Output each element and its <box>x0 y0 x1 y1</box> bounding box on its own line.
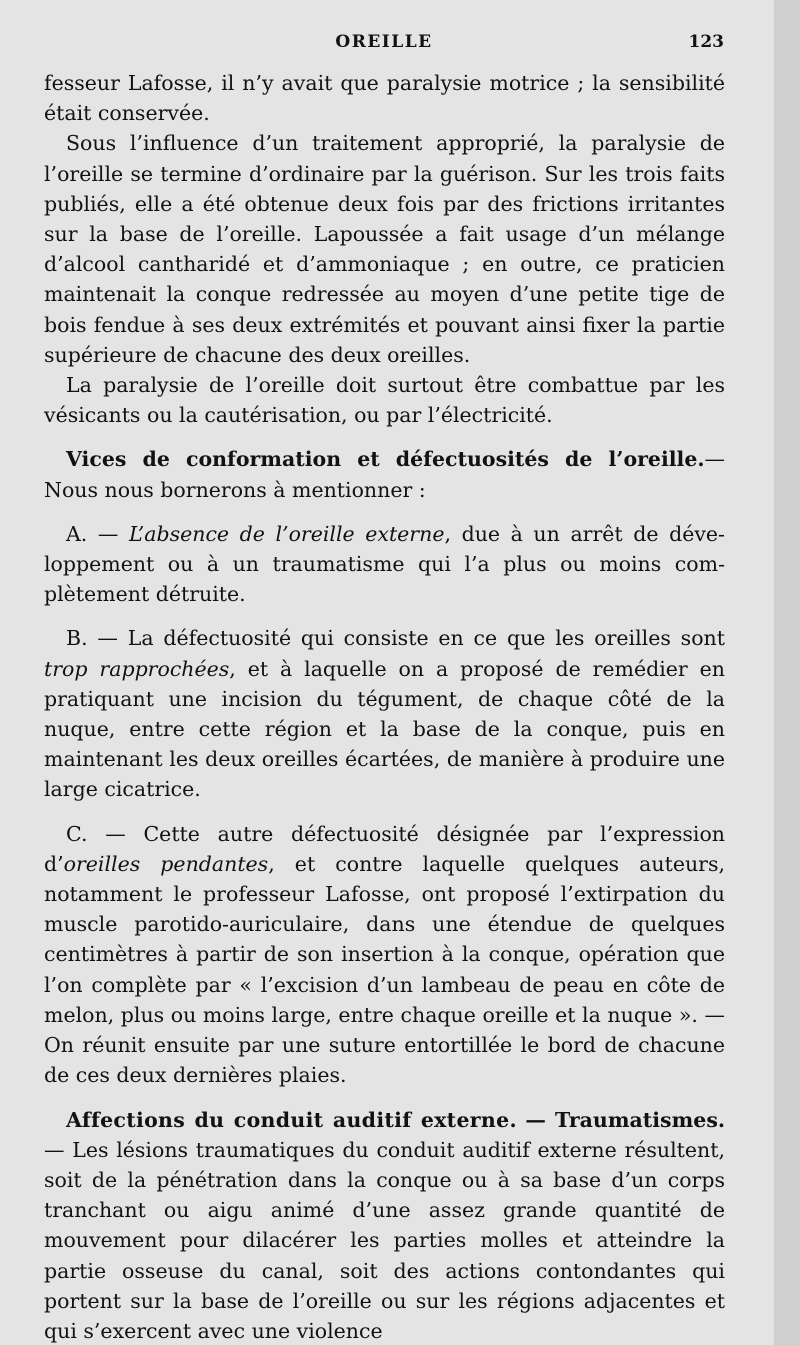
paragraph-treatment: Sous l’influence d’un traitement approprié, la paralysie de l’oreille se termine d’ordinaire par la guérison. Sur les trois faits publiés, elle a été obtenue deux fois par des frictions irritantes sur la base de l’oreille. Lapoussée a fait usage d’un mélange d’alcool cantharidé et d’ammoniaque ; en outre, ce praticien maintenait la conque redressée au moyen d’une petite tige de bois fendue à ses deux extrémités et pouvant ainsi fixer la partie supérieure de chacune des deux oreilles. <box>44 131 725 367</box>
item-c-italic: oreilles pendantes <box>63 851 269 876</box>
item-a-text: , due à un arrêt de développement ou à un traumatisme qui l’a plus ou moins complètement détruite. <box>44 521 725 607</box>
item-b-text-before: La défectuosité qui consiste en ce que les oreilles sont <box>127 626 725 651</box>
item-b <box>44 623 725 804</box>
section-text-ear-canal: — Les lésions traumatiques du conduit auditif externe résultent, soit de la pénétration dans la conque ou à sa base d’un corps tranchant ou aigu animé d’une assez grande quantité de mouvement pour dilacérer les parties molles et atteindre la partie osseuse du canal, soit des actions contondantes qui portent sur la base de l’oreille ou sur les régions adjacentes et qui s’exercent avec une violence <box>44 1137 725 1343</box>
item-a-label: A. — <box>66 521 119 546</box>
running-title: OREILLE <box>335 32 433 52</box>
item-c <box>44 819 725 1091</box>
section-ear-canal <box>44 1105 725 1345</box>
item-b-text-after: , et à laquelle on a proposé de remédier en pratiquant une incision du tégument, de chaque côté de la nuque, entre cette région et la base de la conque, puis en maintenant les deux oreilles écartées, de manière à produire une large cicatrice. <box>44 656 725 802</box>
section-subheading-traumatismes: — Traumatismes. <box>525 1107 725 1132</box>
section-heading-ear-canal: Affections du conduit auditif externe. <box>66 1107 517 1132</box>
page-header <box>44 32 724 58</box>
item-c-text-before: Cette autre défectuosité désignée par l’expression d’ <box>44 821 725 876</box>
body-text <box>44 68 725 1345</box>
paragraph-continuation: fesseur Lafosse, il n’y avait que paralysie motrice ; la sensibilité était conservée. <box>44 71 725 126</box>
item-b-label: B. — <box>66 626 118 651</box>
section-heading-malformations: Vices de conformation et défectuosités de l’oreille. <box>66 447 705 472</box>
paragraph-paralysis: La paralysie de l’oreille doit surtout être combattue par les vésicants ou la cautérisation, ou par l’électricité. <box>44 373 725 428</box>
item-c-text-after: , et contre laquelle quelques auteurs, notamment le professeur Lafosse, ont proposé l’extirpation du muscle parotido-auriculaire, dans une étendue de quelques centimètres à partir de son insertion à la conque, opération que l’on complète par « l’excision d’un lambeau de peau en côte de melon, plus ou moins large, entre chaque oreille et la nuque ». — On réunit ensuite par une suture entortillée le bord de chacune de ces deux dernières plaies. <box>44 851 725 1088</box>
item-a-italic: L’absence de l’oreille externe <box>129 521 445 546</box>
page-edge-shadow <box>774 0 800 1345</box>
item-c-label: C. — <box>66 821 126 846</box>
section-intro-malformations: —Nous nous bornerons à mentionner : <box>44 447 725 502</box>
item-b-italic: trop rapprochées <box>44 656 230 681</box>
section-malformations <box>44 444 725 504</box>
page-number: 123 <box>688 32 724 52</box>
item-a <box>44 519 725 610</box>
